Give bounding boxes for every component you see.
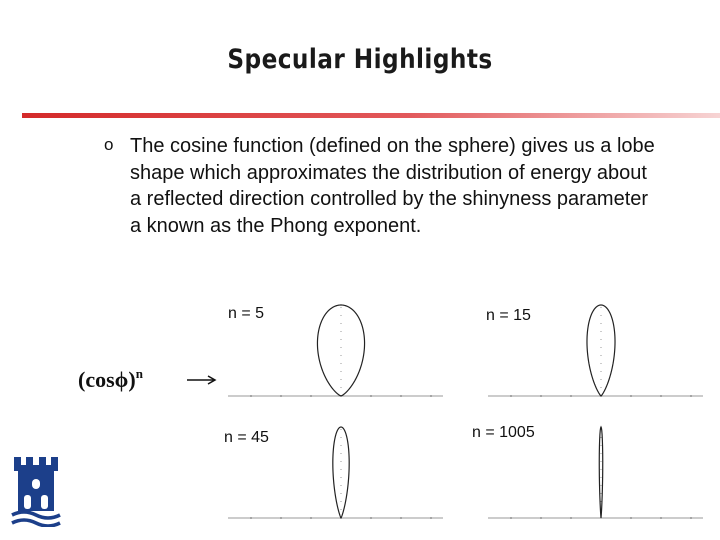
- plot-label-n15: n = 15: [486, 307, 531, 324]
- plot-axis-tick: [570, 395, 572, 397]
- plot-label-n45: n = 45: [224, 429, 269, 446]
- plot-axis-tick: [430, 517, 432, 519]
- title-divider: [22, 112, 720, 119]
- plot-label-n5: n = 5: [228, 305, 265, 322]
- plot-axis-tick: [690, 517, 692, 519]
- lobe-plot-n5: [228, 300, 443, 405]
- lobe-plot-n45: [228, 422, 443, 527]
- bullet-marker: o: [104, 135, 114, 154]
- plot-axis-tick: [280, 395, 282, 397]
- plot-axis-tick: [280, 517, 282, 519]
- cosine-lobe-curve: [587, 305, 615, 396]
- right-arrow-icon: [186, 374, 218, 386]
- cosine-lobe-curve: [599, 427, 602, 518]
- plot-axis-tick: [630, 395, 632, 397]
- formula-base: (cosϕ): [78, 367, 136, 392]
- formula-exponent: n: [135, 366, 143, 381]
- plot-axis-tick: [310, 517, 312, 519]
- lobe-plot-n1005: [488, 422, 703, 527]
- cosine-lobe-curve: [317, 305, 364, 396]
- plot-axis-tick: [250, 517, 252, 519]
- plot-axis-tick: [540, 395, 542, 397]
- plot-axis-tick: [690, 395, 692, 397]
- plot-axis-tick: [430, 395, 432, 397]
- plot-axis-tick: [660, 395, 662, 397]
- plot-axis-tick: [660, 517, 662, 519]
- plot-axis-tick: [570, 517, 572, 519]
- university-tower-logo: [10, 455, 62, 527]
- plot-axis-tick: [400, 517, 402, 519]
- plot-axis-tick: [370, 517, 372, 519]
- bullet-text: The cosine function (defined on the sphere) gives us a lobe shape which approximates the distribution of energy about a reflected direction controlled by the shinyness parameter a known as the Phong exponent.: [130, 135, 655, 237]
- plot-label-n1005: n = 1005: [472, 424, 535, 441]
- lobe-plot-n15: [488, 300, 703, 405]
- plot-axis-tick: [370, 395, 372, 397]
- plot-axis-tick: [510, 395, 512, 397]
- cosine-lobe-curve: [333, 427, 349, 518]
- plot-axis-tick: [630, 517, 632, 519]
- plot-axis-tick: [310, 395, 312, 397]
- plot-axis-tick: [400, 395, 402, 397]
- cosine-power-formula: [78, 366, 143, 393]
- plot-axis-tick: [250, 395, 252, 397]
- slide-title: Specular Highlights: [227, 44, 493, 75]
- plot-axis-tick: [540, 517, 542, 519]
- plot-axis-tick: [510, 517, 512, 519]
